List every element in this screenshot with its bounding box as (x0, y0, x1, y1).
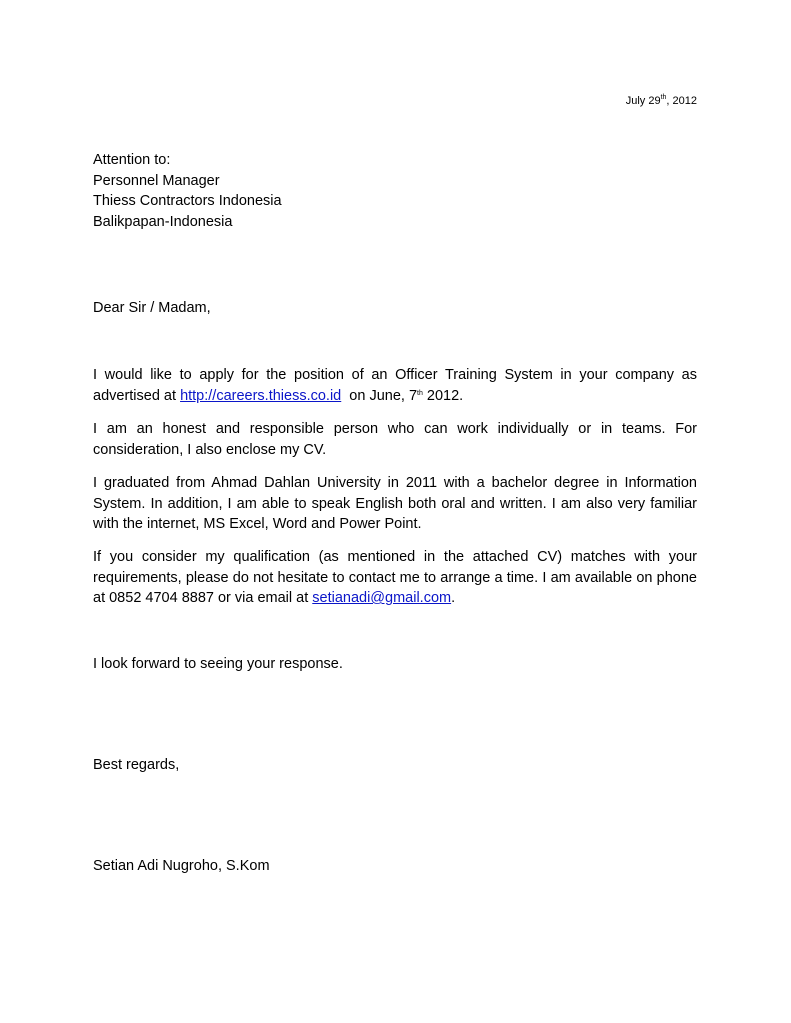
date-suffix: , 2012 (666, 95, 697, 107)
paragraph-application-superscript: th (417, 389, 423, 397)
recipient-company: Thiess Contractors Indonesia (93, 193, 282, 209)
paragraph-contact-end: . (451, 590, 456, 606)
careers-link[interactable]: http://careers.thiess.co.id (180, 387, 342, 404)
paragraph-contact-text: If you consider my qualification (as mentioned in the attached CV) matches with your requirements, please do not hesitate to contact me to arrange a time. I am available on phone at 0852 4704 8887 or via email at (93, 549, 697, 606)
attention-line: Attention to: (93, 152, 171, 168)
recipient-address (93, 150, 697, 232)
paragraph-application-text: I would like to apply for the position of an Officer Training System in your company as advertised at (93, 367, 697, 404)
date-superscript: th (660, 94, 667, 101)
salutation: Dear Sir / Madam, (93, 300, 211, 316)
paragraph-application-date: on June, 7 (341, 387, 418, 404)
email-link[interactable]: setianadi@gmail.com (312, 590, 452, 606)
paragraph-contact (93, 547, 697, 609)
date-prefix: July 29 (625, 95, 661, 107)
recipient-location: Balikpapan-Indonesia (93, 213, 233, 230)
regards: Best regards, (93, 757, 180, 773)
paragraph-education: I graduated from Ahmad Dahlan University in 2011 with a bachelor degree in Information System. In addition, I am able to speak English both oral and written. I am also very familiar with the internet, MS Excel, Word and Power Point. (93, 475, 697, 532)
letter-date (626, 94, 697, 108)
recipient-title: Personnel Manager (93, 172, 220, 189)
paragraph-application-end: 2012. (422, 387, 464, 404)
paragraph-personality: I am an honest and responsible person who can work individually or in teams. For consideration, I also enclose my CV. (93, 421, 697, 458)
signature-name: Setian Adi Nugroho, S.Kom (93, 858, 270, 874)
paragraph-application (93, 365, 697, 406)
closing-line: I look forward to seeing your response. (93, 656, 343, 672)
